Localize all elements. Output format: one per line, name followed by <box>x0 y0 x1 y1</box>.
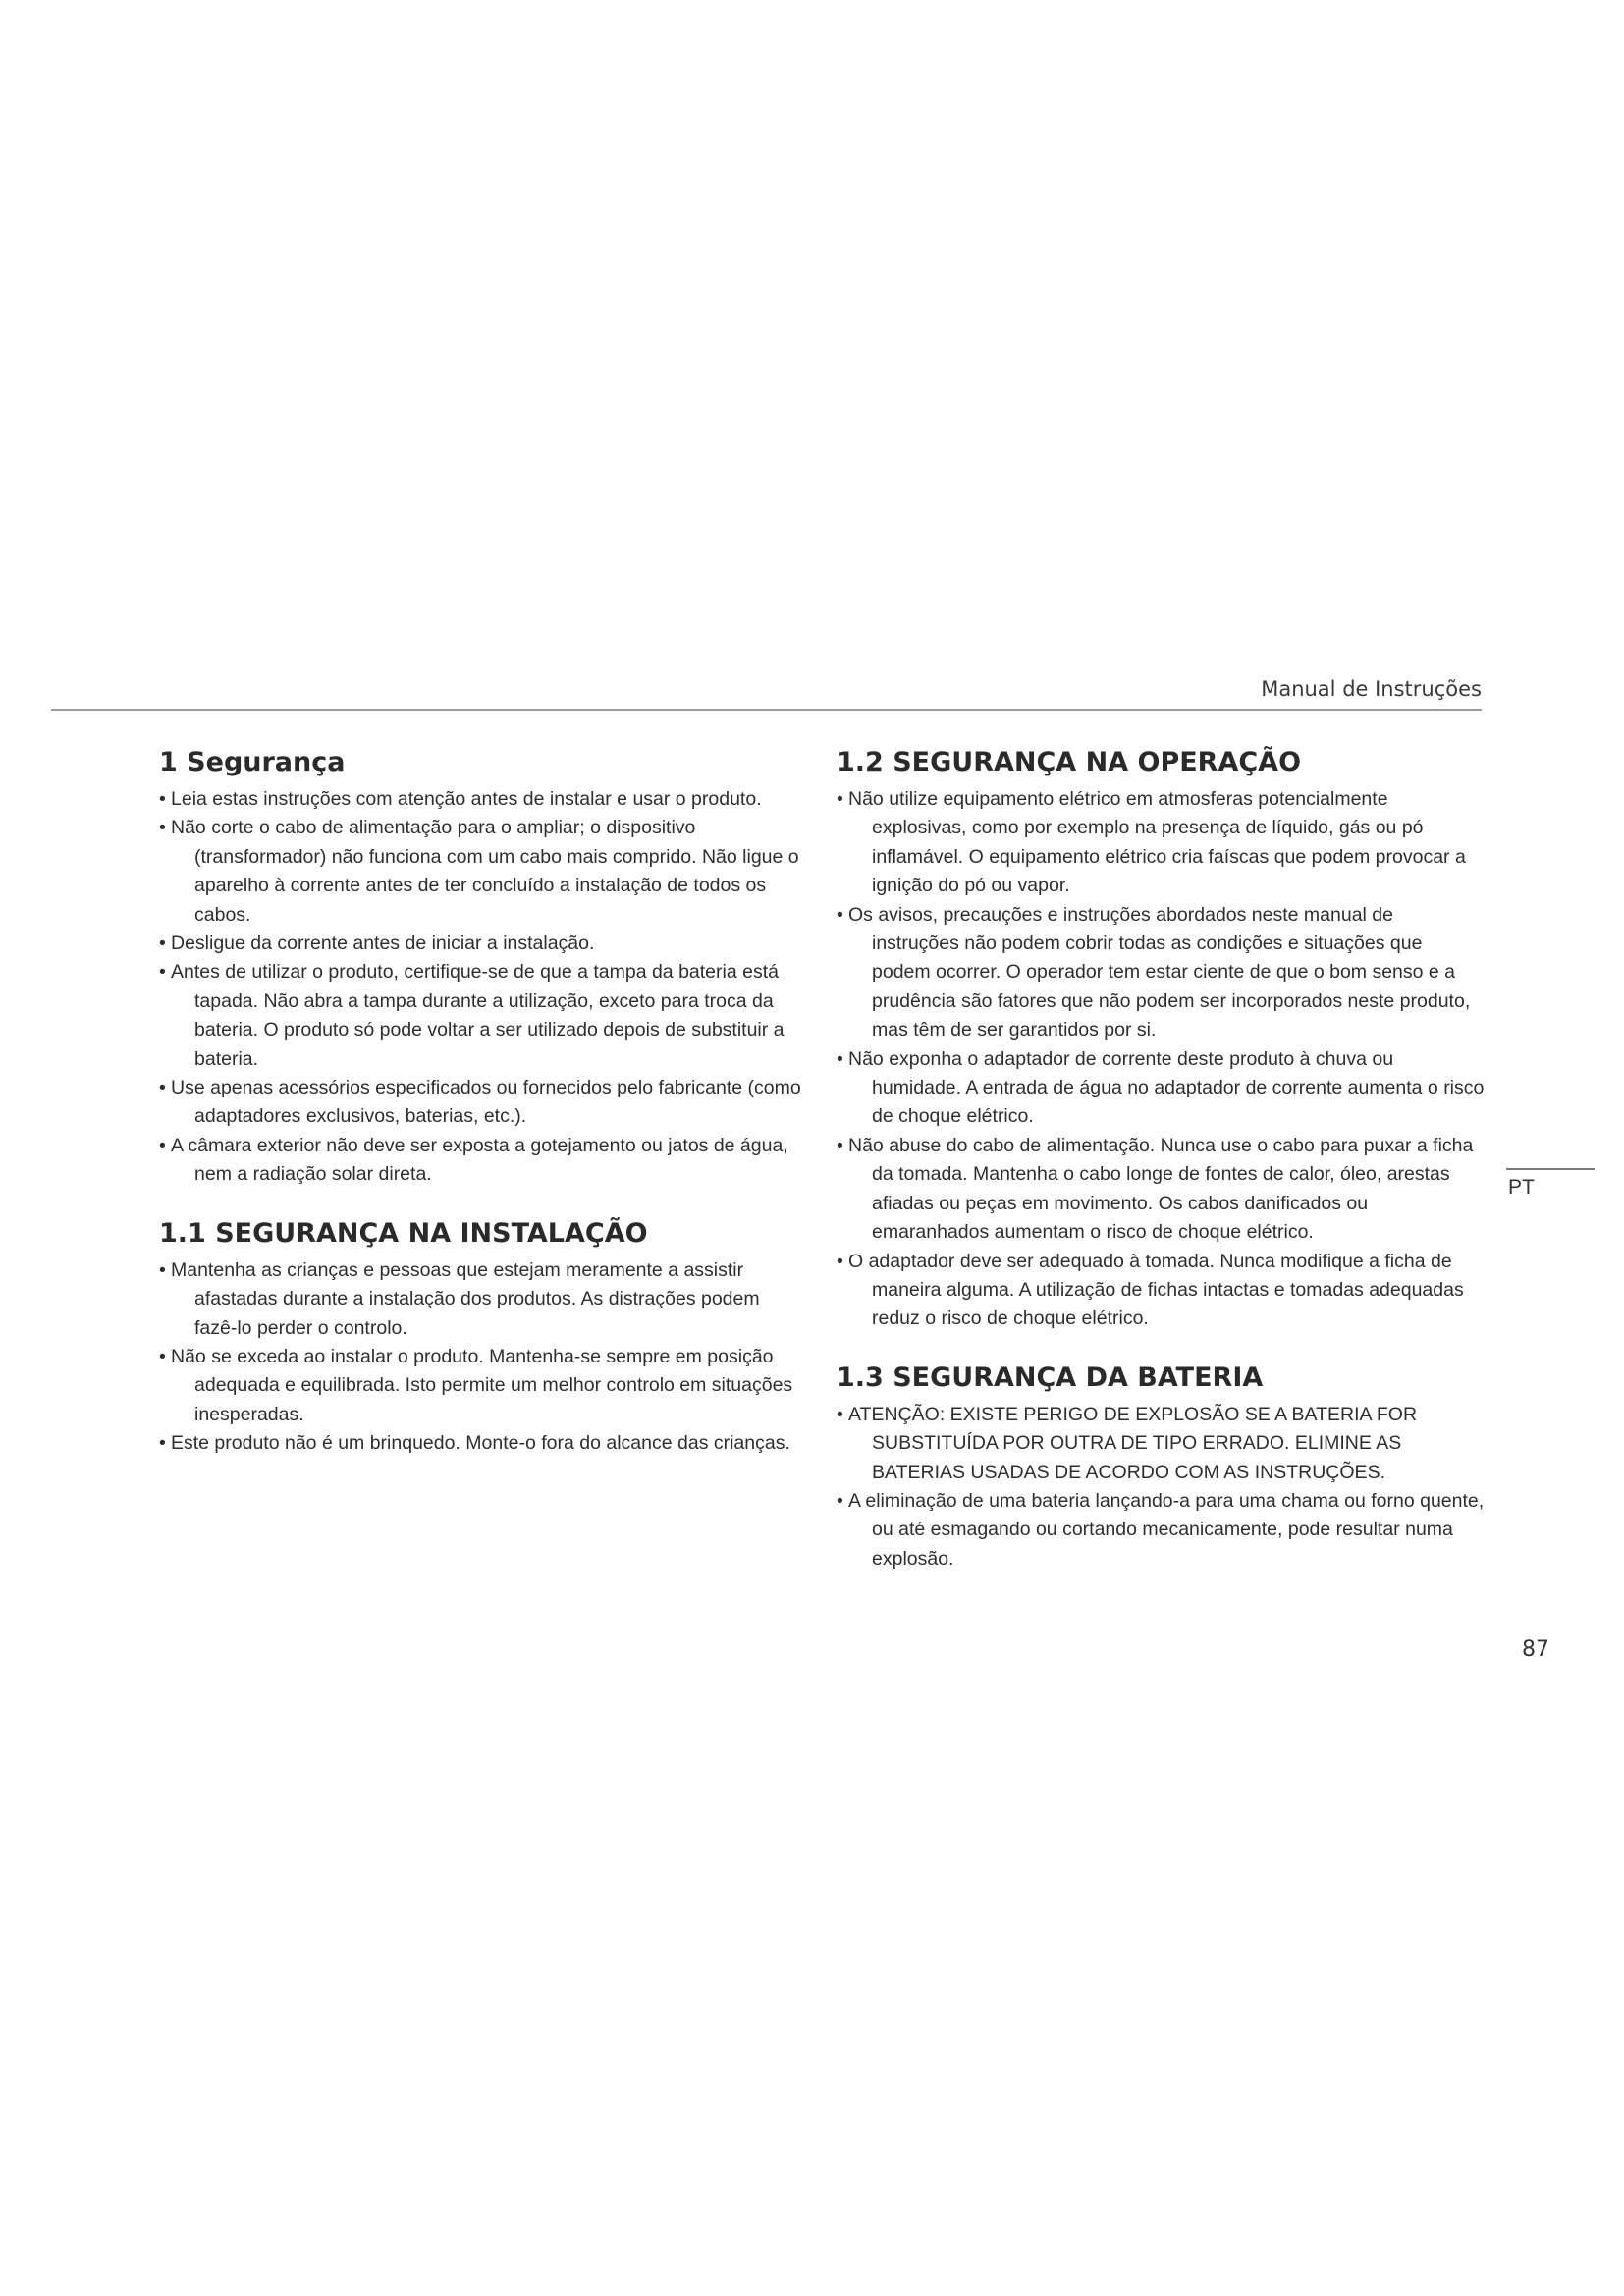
list-item-text: Desligue da corrente antes de iniciar a instalação. <box>171 933 595 955</box>
header-title: Manual de Instruções <box>1261 677 1482 701</box>
section-seguranca <box>159 746 807 1190</box>
bullet-icon: • <box>837 1403 843 1425</box>
language-tab-label: PT <box>1508 1176 1535 1199</box>
bullet-icon: • <box>837 903 843 926</box>
bullet-icon: • <box>837 788 843 810</box>
list-item <box>159 958 807 1074</box>
right-column <box>837 746 1485 1601</box>
list-item-text: Leia estas instruções com atenção antes de instalar e usar o produto. <box>171 788 762 810</box>
page-number: 87 <box>1522 1637 1549 1662</box>
list-item <box>837 1132 1485 1248</box>
bullet-list <box>837 785 1485 1334</box>
bullet-icon: • <box>837 1047 843 1070</box>
list-item <box>837 1401 1485 1487</box>
list-item <box>159 1074 807 1132</box>
left-column <box>159 746 807 1486</box>
list-item <box>837 785 1485 901</box>
bullet-icon: • <box>837 1250 843 1272</box>
list-item-text: A eliminação de uma bateria lançando-a para uma chama ou forno quente, ou até esmagando ou cortando mecanicamente, pode resultar numa explosão. <box>848 1489 1485 1570</box>
bullet-icon: • <box>159 817 166 839</box>
list-item-text: Os avisos, precauções e instruções abordados neste manual de instruções não podem cobrir todas as condições e situações que podem ocorrer. O operador tem estar ciente de que o bom senso e a prudência são fatores que não podem ser incorporados neste produto, mas têm de ser garantidos por si. <box>848 903 1471 1041</box>
list-item-text: Este produto não é um brinquedo. Monte-o fora do alcance das crianças. <box>171 1432 790 1455</box>
section-title: 1.3 SEGURANÇA DA BATERIA <box>837 1362 1264 1393</box>
bullet-list <box>159 1256 807 1459</box>
list-item-text: Use apenas acessórios especificados ou fornecidos pelo fabricante (como adaptadores exclusivos, baterias, etc.). <box>171 1077 801 1128</box>
list-item <box>837 1248 1485 1334</box>
section-seguranca-instalacao <box>159 1217 807 1459</box>
list-item-text: Não corte o cabo de alimentação para o ampliar; o dispositivo (transformador) não funciona com um cabo mais comprido. Não ligue o aparelho à corrente antes de ter concluído a instalação de todos os cabos. <box>171 817 799 926</box>
list-item <box>159 814 807 930</box>
bullet-icon: • <box>159 1077 166 1099</box>
bullet-icon: • <box>159 1258 166 1281</box>
list-item-text: A câmara exterior não deve ser exposta a gotejamento ou jatos de água, nem a radiação solar direta. <box>171 1134 788 1186</box>
list-item <box>159 1132 807 1190</box>
bullet-icon: • <box>837 1134 843 1156</box>
list-item <box>159 1343 807 1429</box>
section-seguranca-operacao <box>837 746 1485 1334</box>
list-item <box>159 1256 807 1343</box>
language-tab <box>1506 1168 1595 1199</box>
list-item-text: Não exponha o adaptador de corrente deste produto à chuva ou humidade. A entrada de água no adaptador de corrente aumenta o risco de choque elétrico. <box>848 1047 1485 1128</box>
list-item-text: Não utilize equipamento elétrico em atmosferas potencialmente explosivas, como por exemplo na presença de líquido, gás ou pó inflamável. O equipamento elétrico cria faíscas que podem provocar a ignição do pó ou vapor. <box>848 788 1466 897</box>
list-item <box>837 1045 1485 1132</box>
list-item-text: ATENÇÃO: EXISTE PERIGO DE EXPLOSÃO SE A BATERIA FOR SUBSTITUÍDA POR OUTRA DE TIPO ERRADO. ELIMINE AS BATERIAS USADAS DE ACORDO COM AS INSTRUÇÕES. <box>848 1403 1418 1483</box>
list-item <box>159 930 807 958</box>
bullet-icon: • <box>837 1489 843 1512</box>
list-item-text: Mantenha as crianças e pessoas que estejam meramente a assistir afastadas durante a instalação dos produtos. As distrações podem fazê-lo perder o controlo. <box>171 1258 760 1339</box>
bullet-list <box>159 785 807 1190</box>
bullet-list <box>837 1401 1485 1574</box>
header-rule <box>51 709 1482 711</box>
bullet-icon: • <box>159 1134 166 1156</box>
section-title: 1.1 SEGURANÇA NA INSTALAÇÃO <box>159 1217 648 1249</box>
bullet-icon: • <box>159 933 166 955</box>
list-item-text: Não abuse do cabo de alimentação. Nunca use o cabo para puxar a ficha da tomada. Mantenha o cabo longe de fontes de calor, óleo, arestas afiadas ou peças em movimento. Os cabos danificados ou emaranhados aumentam o risco de choque elétrico. <box>848 1134 1474 1244</box>
bullet-icon: • <box>159 961 166 984</box>
bullet-icon: • <box>159 788 166 810</box>
section-title: 1.2 SEGURANÇA NA OPERAÇÃO <box>837 747 1302 777</box>
list-item <box>159 1429 807 1458</box>
list-item-text: Não se exceda ao instalar o produto. Mantenha-se sempre em posição adequada e equilibrada. Isto permite um melhor controlo em situações inesperadas. <box>171 1345 793 1425</box>
bullet-icon: • <box>159 1432 166 1455</box>
bullet-icon: • <box>159 1345 166 1367</box>
list-item <box>159 785 807 814</box>
list-item-text: Antes de utilizar o produto, certifique-se de que a tampa da bateria está tapada. Não abra a tampa durante a utilização, exceto para troca da bateria. O produto só pode voltar a ser utilizado depois de substituir a bateria. <box>171 961 785 1070</box>
list-item <box>837 901 1485 1045</box>
list-item-text: O adaptador deve ser adequado à tomada. Nunca modifique a ficha de maneira alguma. A utilização de fichas intactas e tomadas adequadas reduz o risco de choque elétrico. <box>848 1250 1464 1330</box>
section-title: 1 Segurança <box>159 747 346 777</box>
list-item <box>837 1487 1485 1574</box>
section-seguranca-bateria <box>837 1362 1485 1574</box>
